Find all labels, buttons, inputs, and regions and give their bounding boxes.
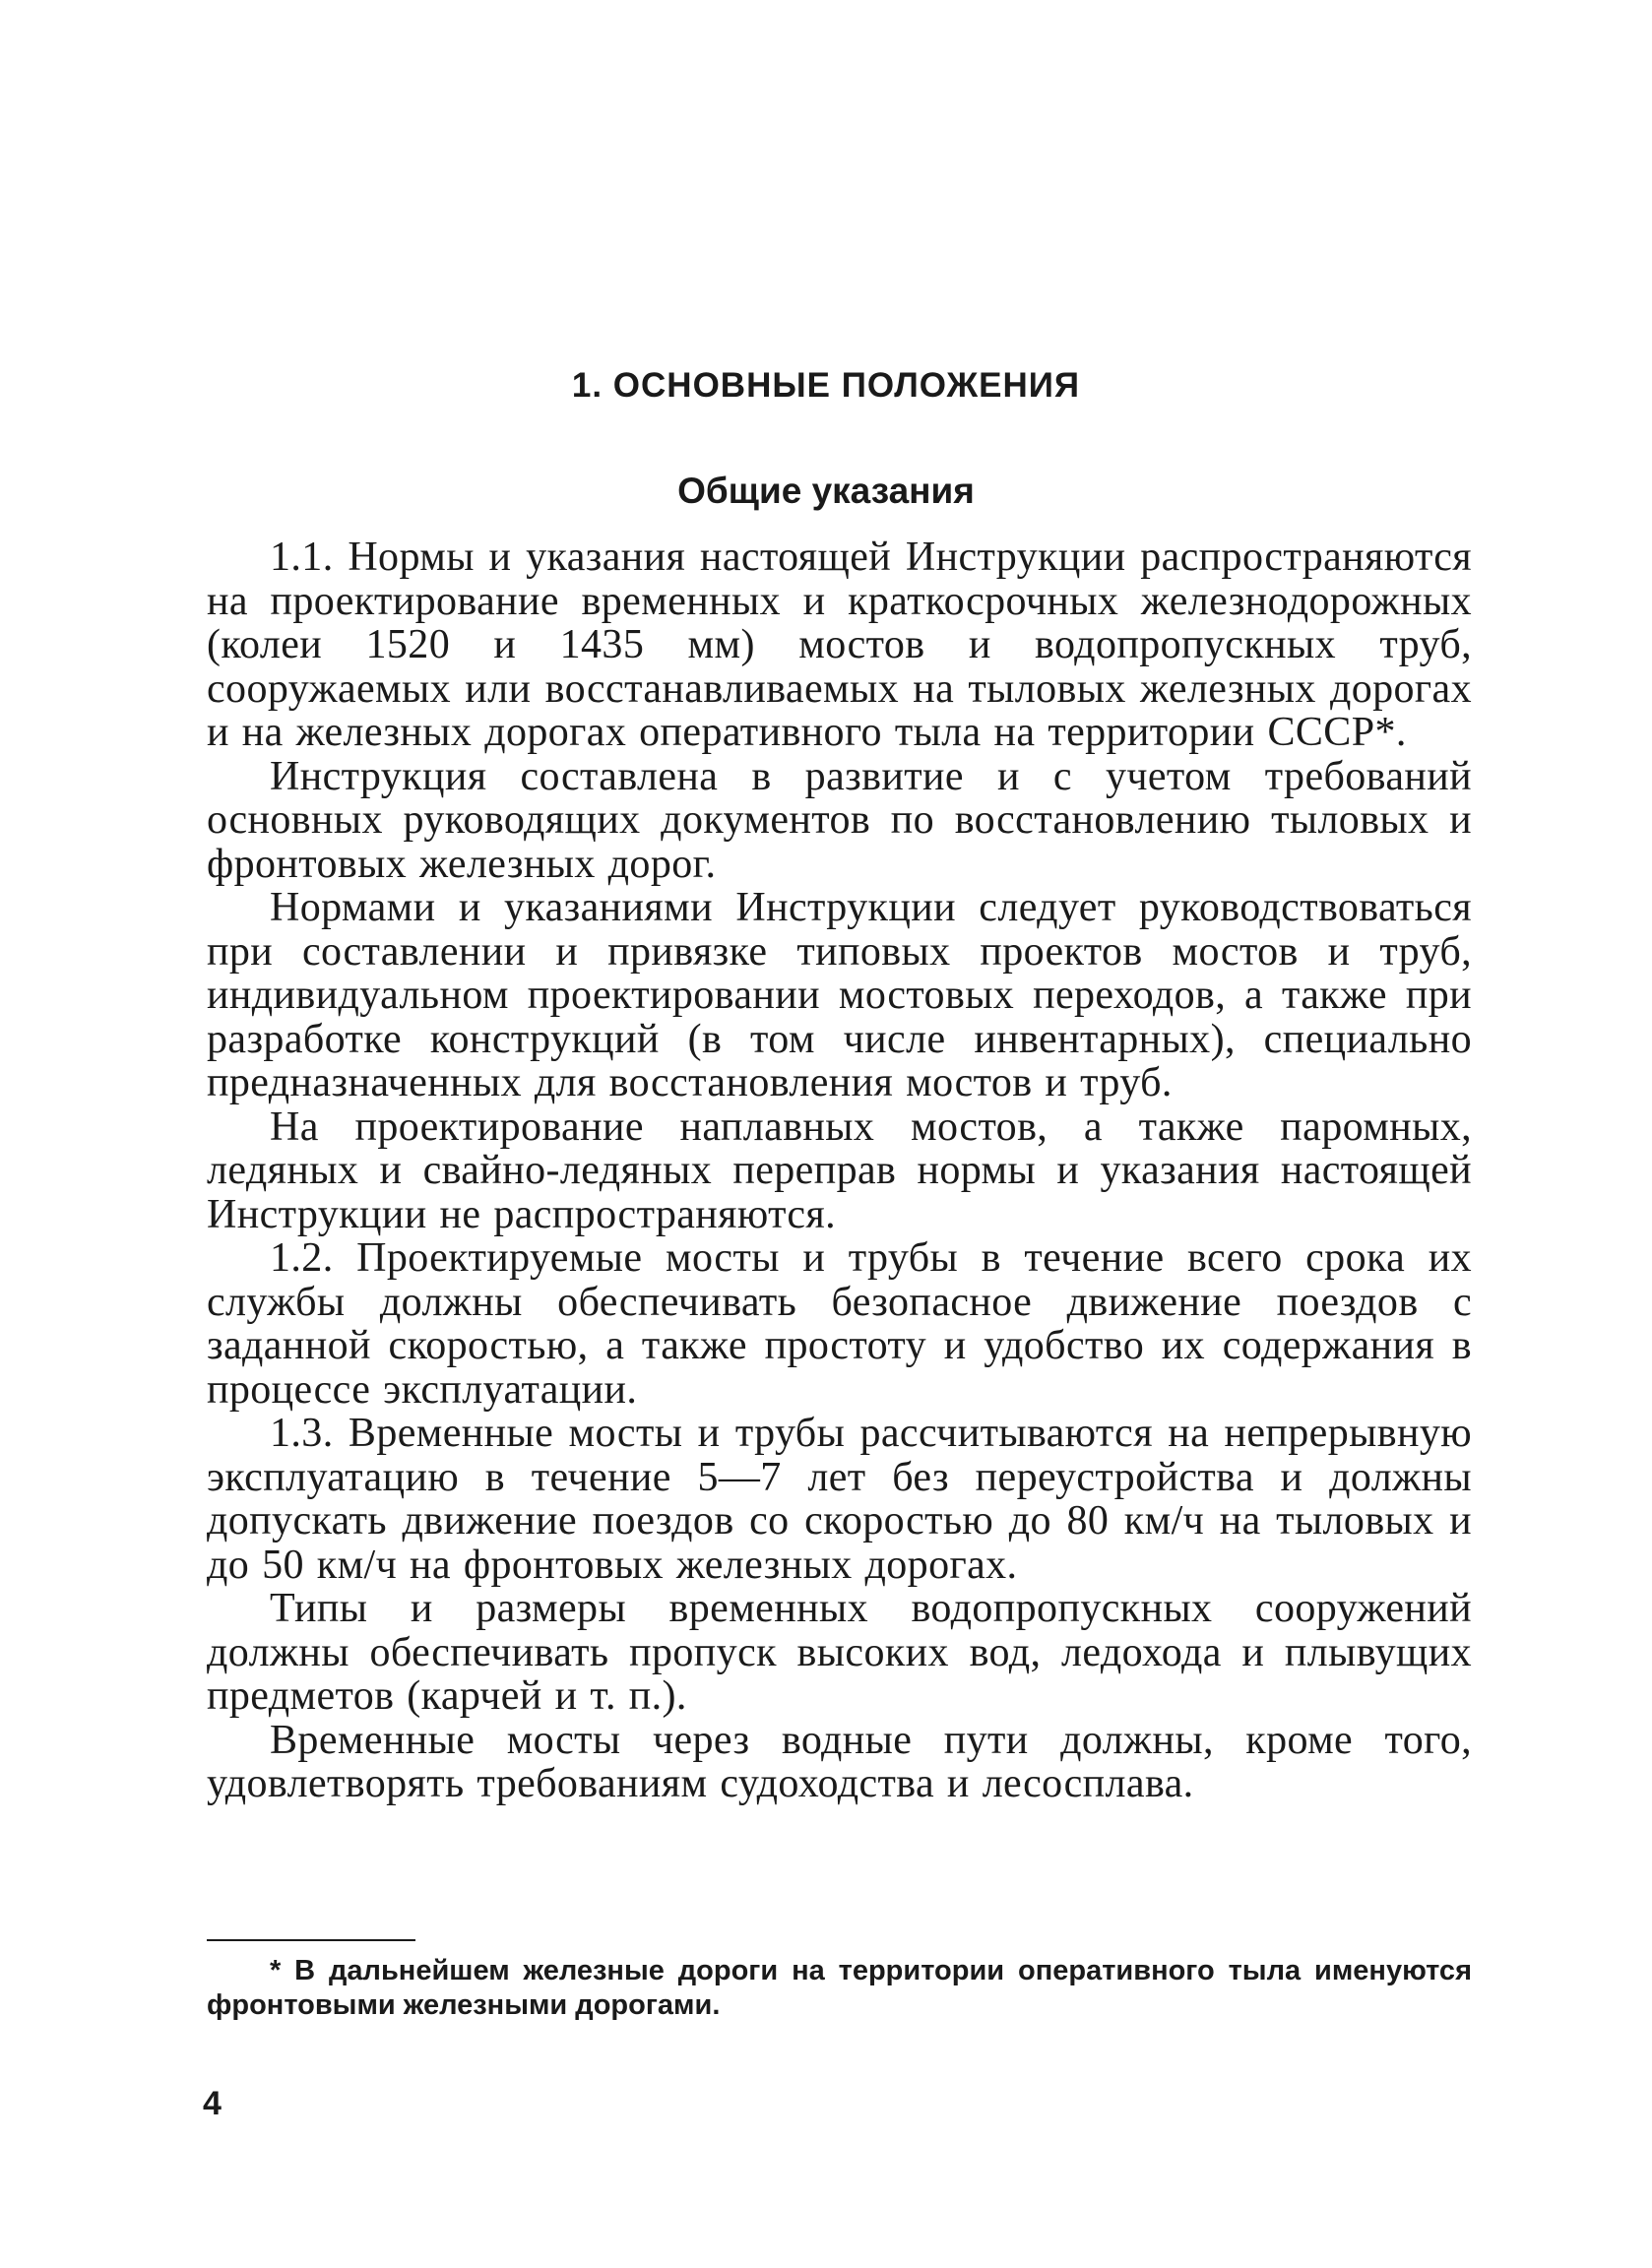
section-title: 1. ОСНОВНЫЕ ПОЛОЖЕНИЯ <box>571 366 1081 405</box>
paragraph-1-3: 1.3. Временные мосты и трубы рассчитываются на непрерывную эксплуатацию в течение 5—7 лет без переустройства и должны допускать движение поездов со скоростью до 80 км/ч на тыловых и до 50 км/ч на фронтовых железных дорогах. <box>207 1411 1472 1588</box>
paragraph-usage: Нормами и указаниями Инструкции следует руководствоваться при составлении и привязке типовых проектов мостов и труб, индивидуальном проектировании мостовых переходов, а также при разработке конструкций (в том числе инвентарных), специально предназначенных для восстановления мостов и труб. <box>207 885 1472 1105</box>
footnote-separator <box>207 1939 415 1941</box>
paragraph-scope-basis: Инструкция составлена в развитие и с учетом требований основных руководящих документов по восстановлению тыловых и фронтовых железных дорог. <box>207 753 1472 887</box>
subsection-title: Общие указания <box>677 471 975 511</box>
paragraph-1-1: 1.1. Нормы и указания настоящей Инструкции распространяются на проектирование временных и краткосрочных железнодорожных (колеи 1520 и 1435 мм) мостов и водопропускных труб, сооружаемых или восстанавливаемых на тыловых железных дорогах и на железных дорогах оперативного тыла на территории СССР*. <box>207 535 1472 755</box>
paragraph-waterways-types: Типы и размеры временных водопропускных сооружений должны обеспечивать пропуск высоких вод, ледохода и плывущих предметов (карчей и т. п.). <box>207 1586 1472 1719</box>
paragraph-exclusions: На проектирование наплавных мостов, а также паромных, ледяных и свайно-ледяных переправ нормы и указания настоящей Инструкции не распространяются. <box>207 1103 1472 1237</box>
page-number: 4 <box>203 2085 222 2122</box>
paragraph-1-2: 1.2. Проектируемые мосты и трубы в течение всего срока их службы должны обеспечивать безопасное движение поездов с заданной скоростью, а также простоту и удобство их содержания в процессе эксплуатации. <box>207 1235 1472 1413</box>
footnote: * В дальнейшем железные дороги на территории оперативного тыла именуются фронтовыми железными дорогами. <box>207 1955 1472 2021</box>
body-text <box>207 536 1472 1806</box>
paragraph-navigation: Временные мосты через водные пути должны, кроме того, удовлетворять требованиям судоходства и лесосплава. <box>207 1717 1472 1806</box>
